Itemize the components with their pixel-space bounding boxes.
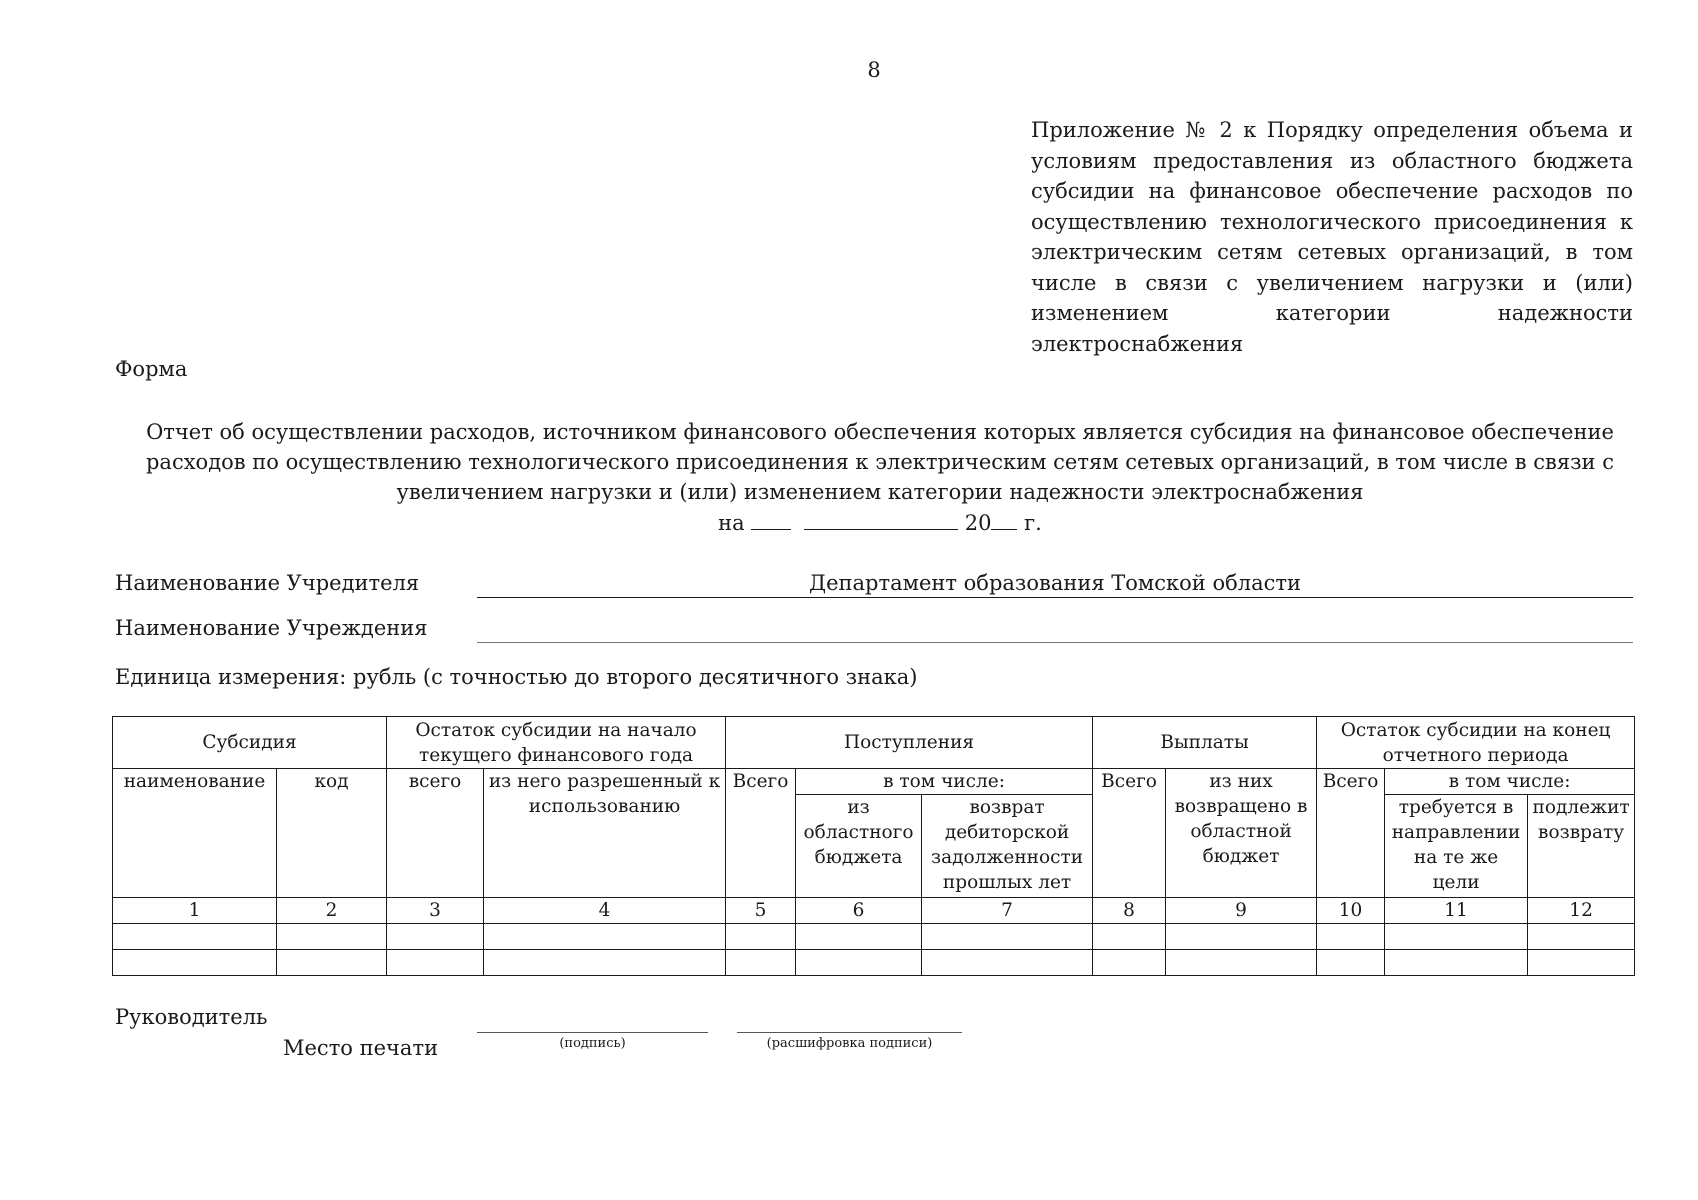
date-year: 20 <box>964 511 992 535</box>
table-cell[interactable] <box>922 924 1093 950</box>
table-row <box>113 924 1635 950</box>
header-start-allowed: из него разрешенный к использованию <box>484 769 726 898</box>
month-blank[interactable] <box>804 507 958 530</box>
institution-label: Наименование Учреждения <box>115 616 428 640</box>
table-cell[interactable] <box>277 950 387 976</box>
header-from-regional-budget: из областного бюджета <box>796 795 922 898</box>
table-cell[interactable] <box>1317 950 1385 976</box>
column-number: 10 <box>1317 898 1385 924</box>
date-prefix: на <box>718 511 745 535</box>
table-cell[interactable] <box>1528 950 1635 976</box>
table-header-row-1 <box>113 717 1635 769</box>
header-end-total: Всего <box>1317 769 1385 898</box>
table-header-row-2 <box>113 769 1635 795</box>
page-number: 8 <box>867 58 881 82</box>
column-number: 5 <box>726 898 796 924</box>
header-payments: Выплаты <box>1093 717 1317 769</box>
header-debt-return: возврат дебиторской задолженности прошлых лет <box>922 795 1093 898</box>
table-cell[interactable] <box>1166 950 1317 976</box>
institution-line[interactable] <box>477 642 1633 643</box>
column-number: 4 <box>484 898 726 924</box>
table-cell[interactable] <box>1385 924 1528 950</box>
header-start-balance: Остаток субсидии на начало текущего финансового года <box>387 717 726 769</box>
table-cell[interactable] <box>1385 950 1528 976</box>
date-suffix: г. <box>1024 511 1042 535</box>
units-label: Единица измерения: рубль (с точностью до второго десятичного знака) <box>115 665 918 689</box>
column-number: 6 <box>796 898 922 924</box>
table-cell[interactable] <box>922 950 1093 976</box>
column-number: 12 <box>1528 898 1635 924</box>
header-end-including: в том числе: <box>1385 769 1635 795</box>
stamp-place-label: Место печати <box>283 1036 439 1060</box>
header-receipts-including: в том числе: <box>796 769 1093 795</box>
header-same-goals: требуется в направлении на те же цели <box>1385 795 1528 898</box>
table-cell[interactable] <box>796 924 922 950</box>
header-subsidy: Субсидия <box>113 717 387 769</box>
table-cell[interactable] <box>796 950 922 976</box>
table-cell[interactable] <box>113 950 277 976</box>
column-number: 9 <box>1166 898 1317 924</box>
head-label: Руководитель <box>115 1005 268 1029</box>
column-number: 3 <box>387 898 484 924</box>
table-cell[interactable] <box>277 924 387 950</box>
table-cell[interactable] <box>484 950 726 976</box>
header-payments-total: Всего <box>1093 769 1166 898</box>
report-title-line-2: расходов по осуществлению технологического присоединения к электрическим сетям сетевых организаций, в том числе в связи с <box>145 450 1614 474</box>
table-cell[interactable] <box>1093 950 1166 976</box>
header-receipts: Поступления <box>726 717 1093 769</box>
table-cell[interactable] <box>387 924 484 950</box>
signature-line[interactable] <box>477 1032 708 1033</box>
table-cell[interactable] <box>1093 924 1166 950</box>
header-receipts-total: Всего <box>726 769 796 898</box>
column-number-row <box>113 898 1635 924</box>
header-name: наименование <box>113 769 277 898</box>
header-code: код <box>277 769 387 898</box>
column-number: 11 <box>1385 898 1528 924</box>
column-number: 2 <box>277 898 387 924</box>
founder-line[interactable] <box>477 597 1633 598</box>
column-number: 7 <box>922 898 1093 924</box>
header-end-balance: Остаток субсидии на конец отчетного периода <box>1317 717 1635 769</box>
table-cell[interactable] <box>387 950 484 976</box>
signature-caption: (подпись) <box>559 1036 626 1051</box>
table-cell[interactable] <box>1317 924 1385 950</box>
column-number: 8 <box>1093 898 1166 924</box>
table-cell[interactable] <box>113 924 277 950</box>
report-title-line-3: увеличением нагрузки и (или) изменением категории надежности электроснабжения <box>396 480 1364 504</box>
signature-decode-caption: (расшифровка подписи) <box>766 1036 933 1051</box>
header-start-total: всего <box>387 769 484 898</box>
year-blank[interactable] <box>991 507 1017 530</box>
header-payments-returned: из них возвращено в областной бюджет <box>1166 769 1317 898</box>
report-table <box>112 716 1635 976</box>
column-number: 1 <box>113 898 277 924</box>
table-cell[interactable] <box>1166 924 1317 950</box>
table-cell[interactable] <box>484 924 726 950</box>
day-blank[interactable] <box>751 507 791 530</box>
table-row <box>113 950 1635 976</box>
table-cell[interactable] <box>726 924 796 950</box>
form-label: Форма <box>115 357 188 381</box>
signature-decode-line[interactable] <box>737 1032 962 1033</box>
appendix-note: Приложение № 2 к Порядку определения объема и условиям предоставления из областного бюджета субсидии на финансовое обеспечение расходов по осуществлению технологического присоединения к электрическим сетям сетевых организаций, в том числе в связи с увеличением нагрузки и (или) изменением категории надежности электроснабжения <box>1031 118 1633 356</box>
founder-label: Наименование Учредителя <box>115 571 420 595</box>
founder-value: Департамент образования Томской области <box>809 571 1301 595</box>
header-to-return: подлежит возврату <box>1528 795 1635 898</box>
report-date-line <box>120 507 1640 538</box>
report-title <box>120 417 1640 538</box>
table-cell[interactable] <box>726 950 796 976</box>
report-title-line-1: Отчет об осуществлении расходов, источником финансового обеспечения которых является субсидия на финансовое обеспечение <box>146 420 1614 444</box>
table-cell[interactable] <box>1528 924 1635 950</box>
